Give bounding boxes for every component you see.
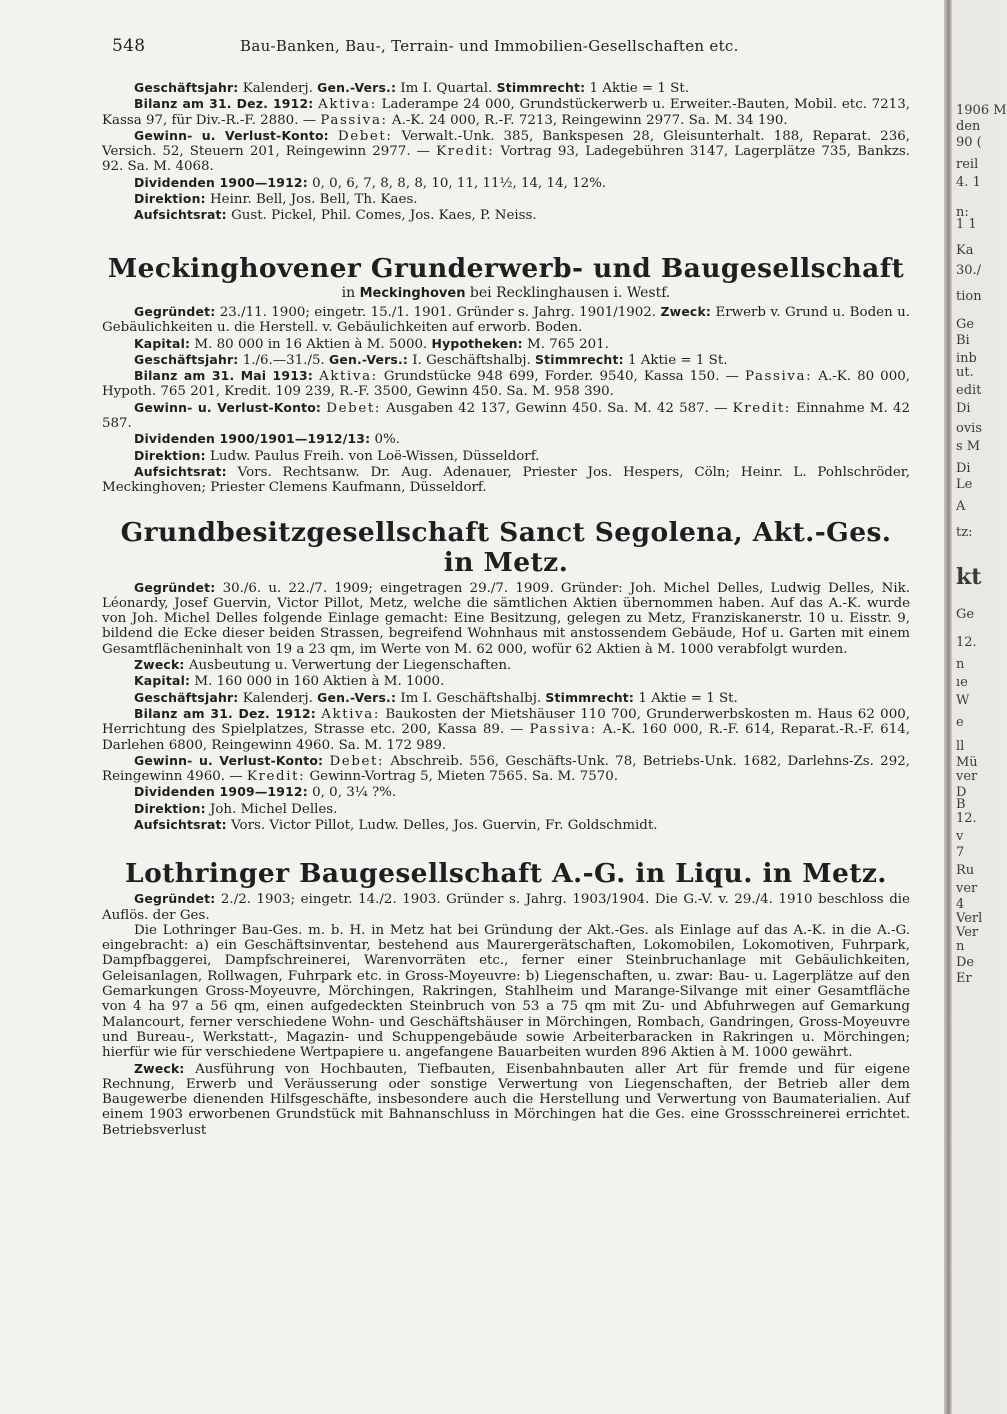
adjacent-page-fragment: den (956, 119, 981, 134)
entry-paragraph: Die Lothringer Bau-Ges. m. b. H. in Metz hat bei Gründung der Akt.-Ges. als Einlage auf das A.-K. in die A.-G. eingebracht: a) ein Geschäftsinventar, bestehend aus Maurergerätschaften, Lokomobilen, Lokomotiven, Fuhrpark, Dampfbaggerei, Dampfschreinerei, Warenvorräten etc., ferner einer Steinbruchanlage mit Gebäulichkeiten, Geleisanlagen, Rollwagen, Fuhrpark etc. in Gross-Moyeuvre: b) Liegenschaften, u. zwar: Bau- u. Lagerplätze auf den Gemarkungen Gross-Moyeuvre, Mörchingen, Rakringen, Stahlheim und Marange-Silvange mit einer Gesamtfläche von 4 ha 97 a 56 qm, einen aufgedeckten Steinbruch von 53 a 75 qm mit Zu- und Abfuhrwegen auf Gemarkung Malancourt, ferner verschiedene Wohn- und Geschäftshäuser in Mörchingen, Rombach, Gandringen, Gross-Moyeuvre und Bureau-, Werkstatt-, Magazin- und Schuppengebäude sowie Arbeiterbaracken in Rakringen u. Mörchingen; hierfür wie für verschiedene Wertpapiere u. angefangene Bauarbeiten wurden 896 Aktien à M. 1000 gewährt. (102, 922, 910, 1061)
adjacent-page-fragment: Ge (956, 317, 975, 332)
adjacent-page-fragment: Ge (956, 607, 975, 622)
entry-paragraph: Zweck: Ausführung von Hochbauten, Tiefbauten, Eisenbahnbauten aller Art für fremde und für eigene Rechnung, Erwerb und Veräusserung oder sonstige Verwertung von Liegenschaften, der Betrieb aller dem Baugewerbe dienenden Hilfsgeschäfte, insbesondere auch die Herstellung und Verwertung von Baumaterialien. Auf einem 1903 erworbenen Grundstück mit Bahnanschluss in Mörchingen hat die Ges. eine Grossschreinerei errichtet. Betriebsverlust (102, 1060, 910, 1138)
entry-paragraph: Dividenden 1900—1912: 0, 0, 6, 7, 8, 8, 8, 10, 11, 11½, 14, 14, 12%. (134, 174, 607, 191)
entry-meckinghovener (102, 254, 910, 496)
entry-paragraph: Gewinn- u. Verlust-Konto: Debet: Ausgaben 42 137, Gewinn 450. Sa. M. 42 587. — Kredit: Einnahme M. 42 587. (102, 399, 910, 432)
adjacent-page-fragment: ll (956, 739, 965, 754)
entry-paragraph: Dividenden 1900/1901—1912/13: 0%. (134, 431, 401, 448)
entry-paragraph: Geschäftsjahr: 1./6.—31./5. Gen.-Vers.: I. Geschäftshalbj. Stimmrecht: 1 Aktie = 1 St. (134, 351, 728, 368)
adjacent-page-fragment: edit (956, 383, 982, 398)
entry-paragraph: Gewinn- u. Verlust-Konto: Debet: Verwalt.-Unk. 385, Bankspesen 28, Gleisunterhalt. 188, Reparat. 236, Versich. 52, Steuern 201, Reingewinn 2977. — Kredit: Vortrag 93, Ladegebühren 3147, Lagerplätze 735, Bankzs. 92. Sa. M. 4068. (102, 127, 911, 175)
adjacent-page-fragment: tz: (956, 525, 973, 540)
entry-paragraph: Aufsichtsrat: Vors. Rechtsanw. Dr. Aug. Adenauer, Priester Jos. Hespers, Cöln; Heinr. L. Pohlschröder, Meckinghoven; Priester Clemens Kaufmann, Düsseldorf. (102, 463, 910, 496)
adjacent-page-edge (952, 0, 1007, 1414)
adjacent-page-fragment: n (956, 939, 965, 954)
adjacent-page-fragment: 4. 1 (956, 175, 981, 190)
adjacent-page-fragment: n (956, 657, 965, 672)
adjacent-page-fragment: v (956, 829, 964, 844)
adjacent-page-fragment: Ru (956, 863, 975, 878)
entry-paragraph: Bilanz am 31. Dez. 1912: Aktiva: Laderampe 24 000, Grundstückerwerb u. Erweiter.-Bauten, Mobil. etc. 7213, Kassa 97, für Div.-R.-F. 2880. — Passiva: A.-K. 24 000, R.-F. 7213, Reingewinn 2977. Sa. M. 34 190. (102, 96, 910, 128)
adjacent-page-fragment: A (956, 499, 966, 514)
adjacent-page-fragment: 4 (956, 897, 965, 912)
entry-paragraph: Direktion: Heinr. Bell, Jos. Bell, Th. Kaes. (134, 191, 418, 208)
entry-sanct-segolena (102, 518, 910, 834)
entry-paragraph: Gegründet: 30./6. u. 22./7. 1909; eingetragen 29./7. 1909. Gründer: Joh. Michel Delles, Ludwig Delles, Nik. Léonardy, Josef Guervin, Victor Pillot, Metz, welche die sämtlichen Aktien übernommen haben. Auf das A.-K. wurde von Joh. Michel Delles folgende Einlage gemacht: Eine Besitzung, gelegen zu Metz, Franziskanerstr. 10 u. Eisstr. 9, bildend die Ecke dieser beiden Strassen, begreifend Wohnhaus mit anstossendem Gebäude, Hof u. Garten mit einem Gesamtflächeninhalt von 19 a 23 qm, im Werte von M. 62 000, wofür 62 Aktien à M. 1000 verabfolgt wurden. (102, 579, 910, 657)
adjacent-page-fragment: Verl (956, 911, 983, 926)
entry-subtitle: in Meckinghoven bei Recklinghausen i. Westf. (341, 284, 671, 301)
entry-title: Grundbesitzgesellschaft Sanct Segolena, Akt.-Ges. in Metz. (120, 516, 892, 578)
adjacent-page-fragment: ıe (956, 675, 968, 690)
entry-continued (102, 80, 910, 224)
entry-title: Meckinghovener Grunderwerb- und Baugesellschaft (107, 252, 905, 284)
adjacent-page-fragment: kt (956, 564, 982, 590)
adjacent-page-fragment: Le (956, 477, 973, 492)
entry-paragraph: Gegründet: 23./11. 1900; eingetr. 15./1. 1901. Gründer s. Jahrg. 1901/1902. Zweck: Erwerb v. Grund u. Boden u. Gebäulichkeiten u. die Herstell. v. Gebäulichkeiten auf erworb. Boden. (102, 303, 910, 336)
entry-lothringer (102, 859, 910, 1138)
adjacent-page-fragment: W (956, 693, 970, 708)
adjacent-page-fragment: 30./ (956, 263, 982, 278)
entry-paragraph: Aufsichtsrat: Vors. Victor Pillot, Ludw. Delles, Jos. Guervin, Fr. Goldschmidt. (134, 816, 658, 833)
entry-paragraph: Direktion: Joh. Michel Delles. (134, 800, 338, 817)
adjacent-page-fragment: ut. (956, 365, 974, 380)
entry-paragraph: Kapital: M. 80 000 in 16 Aktien à M. 5000. Hypotheken: M. 765 201. (134, 335, 609, 352)
entry-paragraph: Geschäftsjahr: Kalenderj. Gen.-Vers.: Im I. Quartal. Stimmrecht: 1 Aktie = 1 St. (134, 80, 689, 96)
entry-title: Lothringer Baugesellschaft A.-G. in Liqu. in Metz. (125, 858, 887, 890)
running-title: Bau-Banken, Bau-, Terrain- und Immobilien-Gesellschaften etc. (240, 37, 739, 55)
adjacent-page-fragment: inb (956, 351, 977, 366)
adjacent-page-fragment: Di (956, 461, 971, 476)
adjacent-page-fragment: Bi (956, 333, 970, 348)
entry-paragraph: Dividenden 1909—1912: 0, 0, 3¼ ?%. (134, 784, 397, 801)
entry-paragraph: Direktion: Ludw. Paulus Freih. von Loë-Wissen, Düsseldorf. (134, 447, 540, 464)
entry-paragraph: Zweck: Ausbeutung u. Verwertung der Liegenschaften. (134, 657, 512, 674)
entry-paragraph: Bilanz am 31. Mai 1913: Aktiva: Grundstücke 948 699, Forder. 9540, Kassa 150. — Passiva: A.-K. 80 000, Hypoth. 765 201, Kredit. 109 239, R.-F. 3500, Gewinn 450. Sa. M. 958 390. (102, 368, 910, 400)
adjacent-page-fragment: ver (956, 881, 978, 896)
page-number: 548 (112, 36, 146, 56)
adjacent-page-fragment: Ver (956, 925, 979, 940)
adjacent-page-fragment: tion (956, 289, 982, 304)
entry-paragraph: Bilanz am 31. Dez. 1912: Aktiva: Baukosten der Mietshäuser 110 700, Grunderwerbskosten m. Haus 62 000, Herrichtung des Spielplatzes, Strasse etc. 200, Kassa 89. — Passiva: A.-K. 160 000, R.-F. 614, Reparat.-R.-F. 614, Darlehen 6800, Reingewinn 4960. Sa. M. 172 989. (102, 705, 910, 753)
entry-paragraph: Geschäftsjahr: Kalenderj. Gen.-Vers.: Im I. Geschäftshalbj. Stimmrecht: 1 Aktie = 1 St. (134, 689, 738, 706)
entry-paragraph: Gegründet: 2./2. 1903; eingetr. 14./2. 1903. Gründer s. Jahrg. 1903/1904. Die G.-V. v. 29./4. 1910 beschloss die Auflös. der Ges. (102, 891, 910, 923)
adjacent-page-fragment: Er (956, 971, 972, 986)
adjacent-page-fragment: ovis (956, 421, 982, 436)
adjacent-page-fragment: 1906 M (956, 103, 1007, 118)
adjacent-page-fragment: D (956, 785, 967, 800)
adjacent-page-fragment: 7 (956, 845, 965, 860)
adjacent-page-fragment: Ka (956, 243, 974, 258)
adjacent-page-fragment: 12. (956, 811, 977, 826)
adjacent-page-fragment: ver (956, 769, 978, 784)
adjacent-page-fragment: reil (956, 157, 979, 172)
adjacent-page-fragment: B (956, 797, 966, 812)
entry-paragraph: Gewinn- u. Verlust-Konto: Debet: Abschreib. 556, Geschäfts-Unk. 78, Betriebs-Unk. 1682, Darlehns-Zs. 292, Reingewinn 4960. — Kredit: Gewinn-Vortrag 5, Mieten 7565. Sa. M. 7570. (102, 752, 910, 785)
entry-paragraph: Aufsichtsrat: Gust. Pickel, Phil. Comes, Jos. Kaes, P. Neiss. (134, 207, 537, 224)
adjacent-page-fragment: 90 ( (956, 135, 982, 150)
adjacent-page-fragment: Di (956, 401, 971, 416)
page-content (102, 80, 910, 1138)
adjacent-page-fragment: e (956, 715, 964, 730)
book-gutter (944, 0, 952, 1414)
adjacent-page-fragment: 12. (956, 635, 977, 650)
adjacent-page-fragment: 1 1 (956, 217, 977, 232)
adjacent-page-fragment: De (956, 955, 975, 970)
adjacent-page-fragment: n: (956, 205, 969, 220)
adjacent-page-fragment: Mü (956, 755, 978, 770)
adjacent-page-fragment: s M (956, 439, 981, 454)
entry-paragraph: Kapital: M. 160 000 in 160 Aktien à M. 1000. (134, 673, 445, 690)
